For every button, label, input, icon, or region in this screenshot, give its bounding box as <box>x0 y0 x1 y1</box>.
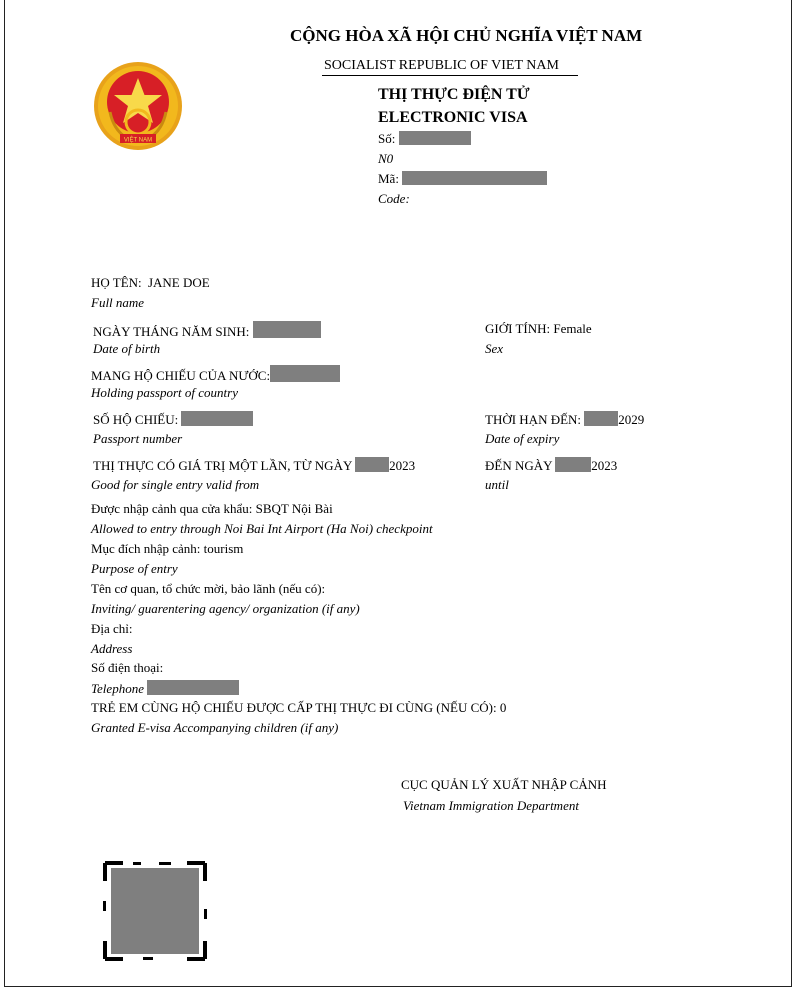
visa-code-label: Mã: <box>378 171 399 186</box>
sex-value: Female <box>553 321 592 336</box>
country-title-en: SOCIALIST REPUBLIC OF VIET NAM <box>324 58 559 73</box>
qr-redaction <box>111 868 199 954</box>
until-redacted <box>555 457 591 472</box>
passport-label-en: Passport number <box>93 431 183 446</box>
dob-redacted <box>253 321 321 338</box>
entry-port-value: SBQT Nội Bài <box>255 501 333 516</box>
dob-label: NGÀY THÁNG NĂM SINH: <box>93 324 250 339</box>
nationality-label: MANG HỘ CHIẾU CỦA NƯỚC: <box>91 368 271 383</box>
visa-number-row <box>378 131 471 147</box>
visa-title-vn: THỊ THỰC ĐIỆN TỬ <box>378 86 530 103</box>
phone-label-en: Telephone <box>91 681 144 696</box>
until-label: ĐẾN NGÀY <box>485 458 553 473</box>
valid-from-label-en: Good for single entry valid from <box>91 477 260 492</box>
children-label: TRẺ EM CÙNG HỘ CHIẾU ĐƯỢC CẤP THỊ THỰC ĐI CÙNG (NẾU CÓ): <box>91 700 497 715</box>
valid-from-year: 2023 <box>389 458 416 473</box>
full-name-label: HỌ TÊN: <box>91 275 142 290</box>
until-label-en: until <box>485 477 509 492</box>
department-en: Vietnam Immigration Department <box>403 798 579 813</box>
full-name-row <box>91 275 210 291</box>
agency-label: Tên cơ quan, tổ chức mời, bảo lãnh (nếu có): <box>91 581 326 596</box>
valid-from-row <box>93 457 415 474</box>
passport-label: SỐ HỘ CHIẾU: <box>93 412 179 427</box>
svg-text:VIỆT NAM: VIỆT NAM <box>123 137 153 144</box>
purpose-label: Mục đích nhập cảnh: <box>91 541 201 556</box>
dob-row <box>93 321 321 340</box>
purpose-row <box>91 541 243 557</box>
agency-label-en: Inviting/ guarentering agency/ organization (if any) <box>91 601 360 616</box>
until-row <box>485 457 617 474</box>
valid-from-label: THỊ THỰC CÓ GIÁ TRỊ MỘT LẦN, TỪ NGÀY <box>93 458 352 473</box>
valid-from-redacted <box>355 457 389 472</box>
passport-redacted <box>181 411 253 426</box>
visa-number-label-en: N0 <box>378 151 394 166</box>
sex-label: GIỚI TÍNH: <box>485 321 551 336</box>
children-label-en: Granted E-visa Accompanying children (if any) <box>91 720 339 735</box>
entry-port-label: Được nhập cảnh qua cửa khẩu: <box>91 501 253 516</box>
until-year: 2023 <box>591 458 618 473</box>
expiry-label-en: Date of expiry <box>485 431 560 446</box>
visa-number-label: Số: <box>378 131 396 146</box>
children-row <box>91 700 506 716</box>
expiry-year: 2029 <box>618 412 645 427</box>
purpose-value: tourism <box>203 541 244 556</box>
nationality-row <box>91 365 340 384</box>
national-emblem <box>90 62 186 158</box>
nationality-redacted <box>270 365 340 382</box>
sex-label-en: Sex <box>485 341 504 356</box>
passport-row <box>93 411 253 428</box>
visa-code-label-en: Code: <box>378 191 410 206</box>
expiry-row <box>485 411 644 428</box>
header-underline <box>322 75 578 76</box>
qr-code <box>103 861 207 961</box>
expiry-redacted <box>584 411 618 426</box>
dob-label-en: Date of birth <box>93 341 161 356</box>
address-label: Địa chỉ: <box>91 621 133 636</box>
phone-row-en <box>91 680 239 697</box>
full-name-label-en: Full name <box>91 295 145 310</box>
sex-row <box>485 321 592 337</box>
entry-port-label-en: Allowed to entry through Noi Bai Int Airport (Ha Noi) checkpoint <box>91 521 433 536</box>
visa-code-row <box>378 171 547 187</box>
full-name-value: JANE DOE <box>147 275 210 290</box>
purpose-label-en: Purpose of entry <box>91 561 178 576</box>
children-value: 0 <box>499 700 507 715</box>
address-label-en: Address <box>91 641 133 656</box>
visa-code-redacted <box>402 171 547 185</box>
expiry-label: THỜI HẠN ĐẾN: <box>485 412 582 427</box>
phone-label: Số điện thoại: <box>91 660 164 675</box>
entry-port-row <box>91 501 333 517</box>
phone-redacted <box>147 680 239 695</box>
country-title-vn: CỘNG HÒA XÃ HỘI CHỦ NGHĨA VIỆT NAM <box>290 26 643 45</box>
visa-number-redacted <box>399 131 471 145</box>
department-vn: CỤC QUẢN LÝ XUẤT NHẬP CẢNH <box>401 777 607 792</box>
visa-title-en: ELECTRONIC VISA <box>378 109 528 126</box>
nationality-label-en: Holding passport of country <box>91 385 238 400</box>
